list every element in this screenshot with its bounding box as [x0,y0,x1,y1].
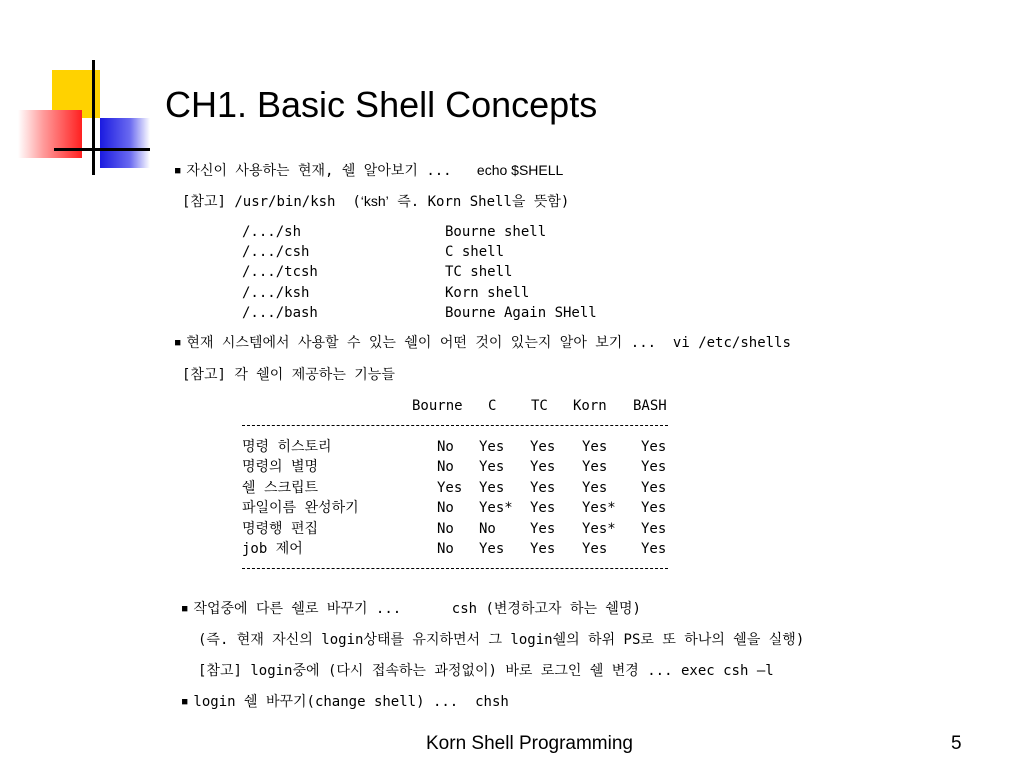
table-cell-feature: job 제어 [242,541,303,557]
table-header-tc: TC [531,398,548,414]
table-cell: Yes [479,459,505,475]
table-cell: No [437,500,454,516]
bullet-icon: ■ [175,166,181,176]
table-divider-top [242,425,668,426]
table-cell: Yes [530,500,556,516]
table-cell: No [437,459,454,475]
bullet-command: csh (변경하고자 하는 쉘명) [451,601,641,617]
table-cell: Yes [641,480,667,496]
note-quote: ‘ksh’ [360,193,389,209]
bullet-text: 자신이 사용하는 현재, 쉘 알아보기 ... [186,163,452,179]
bullet-current-shell [175,160,563,181]
table-cell-feature: 명령 히스토리 [242,439,332,455]
bullet-icon: ■ [182,604,188,614]
bullet-available-shells [175,333,791,353]
table-header-bash: BASH [633,398,667,414]
shell-path: /.../ksh [242,285,310,301]
shell-name: Korn shell [445,285,530,301]
table-cell: Yes [530,459,556,475]
note-exec: [참고] login중에 (다시 접속하는 과정없이) 바로 로그인 쉘 변경 ... exec csh –l [198,663,774,679]
table-cell-feature: 파일이름 완성하기 [242,500,359,516]
shell-path: /.../bash [242,305,318,321]
table-cell-feature: 쉘 스크립트 [242,480,319,496]
note-subshell: (즉. 현재 자신의 login상태를 유지하면서 그 login쉘의 하위 PS로 또 하나의 쉘을 실행) [198,632,805,648]
table-header-bourne: Bourne [412,398,463,414]
table-cell: Yes [530,480,556,496]
decor-vertical-line [92,60,95,175]
slide-title: CH1. Basic Shell Concepts [165,84,598,125]
table-cell: Yes [641,521,667,537]
note-prefix: [참고] /usr/bin/ksh ( [182,194,361,210]
table-cell: Yes [582,541,608,557]
page-number: 5 [951,733,962,754]
table-cell: Yes [582,459,608,475]
table-cell: Yes [437,480,463,496]
table-cell: No [437,541,454,557]
shell-name: C shell [445,244,505,260]
table-cell: Yes* [582,500,616,516]
bullet-switch-shell [182,599,641,619]
table-cell-feature: 명령행 편집 [242,521,319,537]
shell-path: /.../csh [242,244,310,260]
table-cell: No [437,521,454,537]
decor-blue-square [100,118,150,168]
bullet-icon: ■ [175,338,181,348]
table-cell: Yes [582,480,608,496]
bullet-command: echo $SHELL [476,162,564,178]
bullet-chsh [182,692,509,712]
table-cell: No [479,521,496,537]
bullet-text: 현재 시스템에서 사용할 수 있는 쉘이 어떤 것이 있는지 알아 보기 ... vi /etc/shells [186,335,791,351]
table-cell: Yes* [479,500,513,516]
table-header-c: C [488,398,497,414]
shell-name: Bourne shell [445,224,547,240]
note-suffix: 즉. Korn Shell을 뜻함) [388,194,570,210]
table-cell: Yes [530,439,556,455]
table-cell: Yes [479,541,505,557]
bullet-text: 작업중에 다른 쉘로 바꾸기 ... [193,601,402,617]
table-cell: Yes [479,480,505,496]
table-cell: Yes [530,541,556,557]
table-cell: Yes [479,439,505,455]
table-cell: Yes [641,459,667,475]
table-cell: Yes* [582,521,616,537]
shell-name: TC shell [445,264,513,280]
table-header-korn: Korn [573,398,607,414]
note-ksh [182,191,569,212]
bullet-icon: ■ [182,697,188,707]
note-features: [참고] 각 쉘이 제공하는 기능들 [182,367,395,383]
shell-path: /.../tcsh [242,264,318,280]
table-cell: Yes [641,500,667,516]
table-cell-feature: 명령의 별명 [242,459,319,475]
shell-name: Bourne Again SHell [445,305,597,321]
decor-horizontal-line [54,148,150,151]
table-cell: No [437,439,454,455]
table-divider-bottom [242,568,668,569]
bullet-text: login 쉘 바꾸기(change shell) ... chsh [193,694,509,710]
footer-title: Korn Shell Programming [426,733,633,754]
table-cell: Yes [582,439,608,455]
table-cell: Yes [641,439,667,455]
table-cell: Yes [530,521,556,537]
shell-path: /.../sh [242,224,302,240]
table-cell: Yes [641,541,667,557]
